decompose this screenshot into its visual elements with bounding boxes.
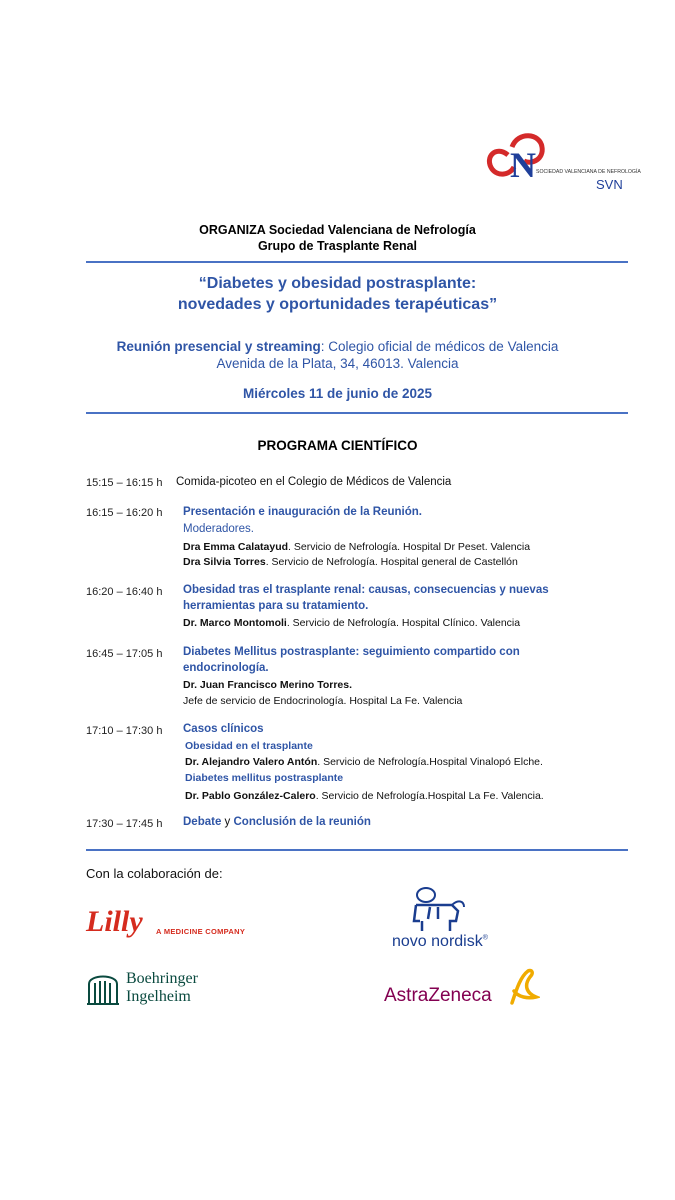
session-time: 17:10 – 17:30 h (86, 725, 163, 737)
speaker-name: Dr. Marco Montomoli (183, 617, 287, 629)
speaker-name: Dr. Juan Francisco Merino Torres. (183, 679, 353, 691)
venue-label: Reunión presencial y streaming (116, 339, 321, 354)
organiza-line: ORGANIZA Sociedad Valenciana de Nefrología (199, 223, 476, 237)
lilly-tagline: A MEDICINE COMPANY (156, 927, 246, 936)
session-title: Presentación e inauguración de la Reunión. (183, 506, 422, 518)
lilly-logo (86, 905, 276, 945)
svn-emblem-icon (478, 125, 643, 195)
divider-top (86, 261, 628, 263)
boehringer-line-2: Ingelheim (126, 988, 191, 1005)
speaker-affil: . Servicio de Nefrología. Hospital Clínico. Valencia (286, 617, 521, 629)
lilly-wordmark: Lilly (86, 905, 143, 938)
case-2-speaker (185, 790, 544, 802)
session-time: 16:45 – 17:05 h (86, 648, 163, 660)
moderators-label: Moderadores. (183, 523, 254, 535)
closing-line: Debate y Conclusión de la reunión (183, 816, 371, 828)
session-time: 16:15 – 16:20 h (86, 507, 163, 519)
boehringer-building-icon (86, 970, 120, 1006)
conclusion-label: Conclusión de la reunión (233, 816, 371, 828)
moderator-affil: . Servicio de Nefrología. Hospital general de Castellón (265, 556, 518, 568)
svn-abbr: SVN (596, 177, 623, 192)
svn-full-name: SOCIEDAD VALENCIANA DE NEFROLOGÍA (536, 169, 641, 175)
program-heading: PROGRAMA CIENTÍFICO (257, 438, 418, 453)
boehringer-logo (86, 968, 226, 1012)
case-1-title: Obesidad en el trasplante (185, 740, 313, 752)
session-text: Comida-picoteo en el Colegio de Médicos de Valencia (176, 476, 452, 488)
group-line: Grupo de Trasplante Renal (257, 239, 418, 253)
session-time: 16:20 – 16:40 h (86, 586, 163, 598)
astrazeneca-logo (384, 967, 544, 1011)
divider-bottom (86, 849, 628, 851)
case-1-speaker (185, 756, 543, 768)
speaker-name: Dr. Pablo González-Calero (185, 790, 316, 802)
moderator-name: Dra Silvia Torres (183, 556, 266, 568)
speaker-affil: . Servicio de Nefrología.Hospital Vinalopó Elche. (317, 756, 543, 768)
venue-address: Avenida de la Plata, 34, 46013. Valencia (216, 356, 459, 371)
case-2-title: Diabetes mellitus postrasplante (185, 772, 344, 784)
speaker-affil: . Servicio de Nefrología.Hospital La Fe. Valencia. (315, 790, 544, 802)
session-title-2: herramientas para su tratamiento. (183, 600, 369, 612)
collaboration-label: Con la colaboración de: (86, 866, 223, 881)
session-title-2: endocrinología. (183, 662, 269, 674)
moderator-affil: . Servicio de Nefrología. Hospital Dr Peset. Valencia (288, 541, 531, 553)
astrazeneca-symbol-icon (506, 967, 540, 1007)
astrazeneca-wordmark: AstraZeneca (384, 985, 492, 1006)
speaker (183, 617, 520, 629)
session-time: 17:30 – 17:45 h (86, 818, 163, 830)
novo-wordmark: novo nordisk® (392, 933, 488, 950)
session-title: Casos clínicos (183, 723, 264, 735)
boehringer-line-1: Boehringer (126, 970, 198, 987)
svn-logo (478, 125, 643, 195)
title-line-2: novedades y oportunidades terapéuticas” (177, 296, 498, 313)
venue-place: Colegio oficial de médicos de Valencia (328, 339, 559, 354)
venue-line: Reunión presencial y streaming: Colegio oficial de médicos de Valencia (116, 339, 559, 354)
apis-bull-icon (408, 885, 468, 933)
novo-nordisk-logo (386, 885, 496, 957)
moderator-1 (183, 541, 530, 553)
session-title-1: Obesidad tras el trasplante renal: causas, consecuencias y nuevas (183, 584, 549, 596)
moderator-name: Dra Emma Calatayud (183, 541, 289, 553)
event-date: Miércoles 11 de junio de 2025 (242, 386, 433, 401)
divider-mid (86, 412, 628, 414)
speaker-name: Dr. Alejandro Valero Antón (185, 756, 318, 768)
speaker-affil: Jefe de servicio de Endocrinología. Hospital La Fe. Valencia (183, 695, 463, 707)
session-time: 15:15 – 16:15 h (86, 477, 163, 489)
moderator-2 (183, 556, 518, 568)
title-line-1: “Diabetes y obesidad postrasplante: (198, 275, 477, 292)
session-title-1: Diabetes Mellitus postrasplante: seguimiento compartido con (183, 646, 520, 658)
debate-label: Debate (183, 816, 222, 828)
svn-mark: N (510, 145, 536, 185)
